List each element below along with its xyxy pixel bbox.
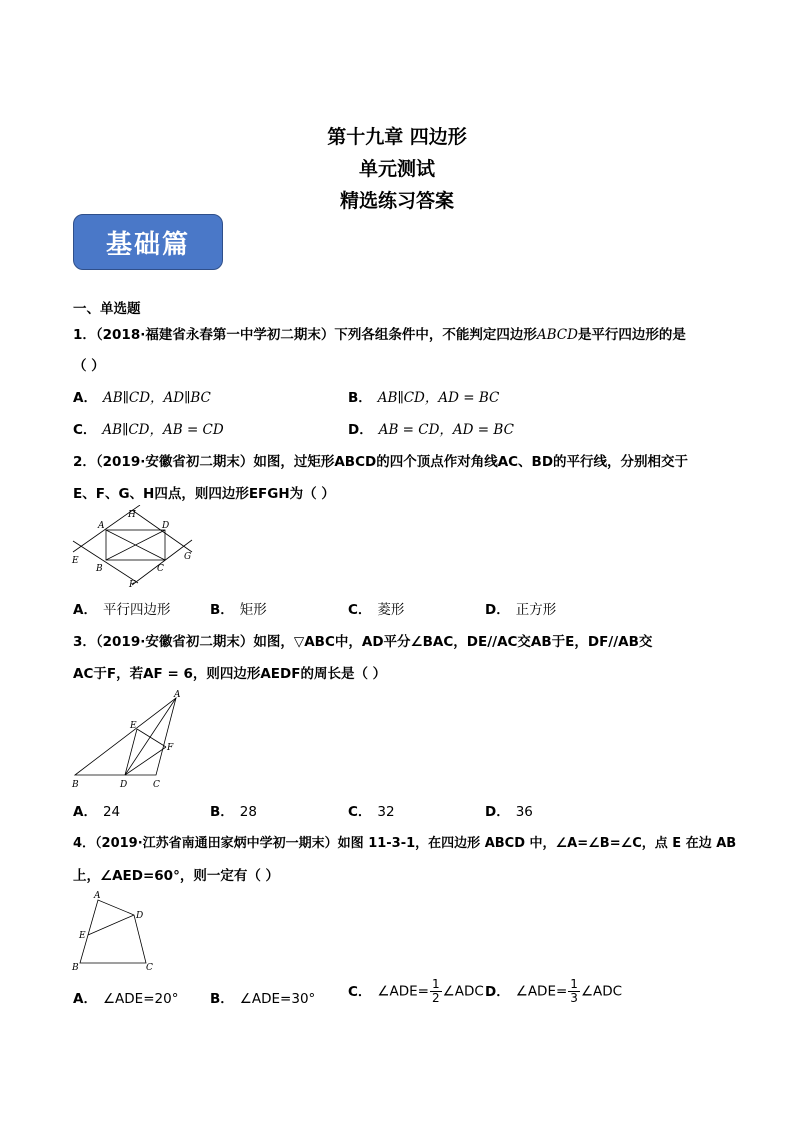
q1-option-b[interactable]: B． AB∥CD，AD = BC xyxy=(348,390,500,406)
q3-stem-line1: 3．（2019·安徽省初二期末）如图，▽ABC中，AD平分∠BAC，DE//AC交AB于E，DF//AB交 xyxy=(73,634,653,650)
q3-label-d: D xyxy=(120,780,128,790)
q4-option-a[interactable]: A． ∠ADE=20° xyxy=(73,991,179,1007)
q4-label-e: E xyxy=(79,931,86,941)
q2-line-hg xyxy=(132,510,192,552)
q3-label-e: E xyxy=(130,721,137,731)
q3-label-a: A xyxy=(174,690,181,700)
q2-option-a[interactable]: A． 平行四边形 xyxy=(73,602,171,618)
q4-option-b[interactable]: B． ∠ADE=30° xyxy=(210,991,316,1007)
q2-label-c: C xyxy=(157,564,164,574)
q4-label-a: A xyxy=(94,891,101,901)
q3-segment-ef xyxy=(137,729,166,747)
q4-figure xyxy=(70,888,165,973)
q3-label-f: F xyxy=(167,743,174,753)
q2-option-d[interactable]: D． 正方形 xyxy=(485,602,557,618)
q2-label-g: G xyxy=(184,552,192,562)
q4-option-d[interactable]: D． ∠ADE= $\frac{1}{3}$ ∠ADC xyxy=(485,977,623,1005)
q3-option-a[interactable]: A． 24 xyxy=(73,804,121,820)
q4-label-b: B xyxy=(72,963,79,973)
q3-option-c[interactable]: C． 32 xyxy=(348,804,395,820)
badge-label: 基础篇 xyxy=(105,229,190,260)
q4-option-c[interactable]: C． ∠ADE= $\frac{1}{2}$ ∠ADC xyxy=(348,977,484,1005)
q1-option-a[interactable]: A． AB∥CD，AD∥BC xyxy=(73,390,211,406)
q2-label-a: A xyxy=(98,521,105,531)
q4-stem-line1: 4．（2019·江苏省南通田家炳中学初一期末）如图 11-3-1，在四边形 ABCD 中，∠A=∠B=∠C，点 E 在边 AB xyxy=(73,836,737,851)
q1-stem-line2: （ ） xyxy=(73,358,105,374)
q4-segment-ed xyxy=(88,915,134,935)
q3-option-d[interactable]: D． 36 xyxy=(485,804,533,820)
q1-stem-line1: 1．（2018·福建省永春第一中学初二期末）下列各组条件中，不能判定四边形ABCD是平行四边形的是 xyxy=(73,327,686,343)
q2-label-h: H xyxy=(128,510,136,520)
section-badge xyxy=(73,214,223,270)
q2-option-b[interactable]: B． 矩形 xyxy=(210,602,267,618)
q4-quadrilateral-abcd xyxy=(80,900,146,963)
q3-label-c: C xyxy=(153,780,160,790)
unit-title: 单元测试 xyxy=(358,158,435,180)
q4-stem-line2: 上，∠AED=60°，则一定有（ ） xyxy=(73,868,280,884)
q4-option-d-fraction: $\frac{1}{3}$ xyxy=(570,977,578,1005)
q2-stem-line2: E、F、G、H四点，则四边形EFGH为（ ） xyxy=(73,486,335,502)
q3-triangle-abc xyxy=(75,698,176,775)
q2-figure xyxy=(70,505,200,590)
chapter-title: 第十九章 四边形 xyxy=(327,126,467,148)
q3-label-b: B xyxy=(72,780,79,790)
q2-line-ef xyxy=(73,541,138,583)
answer-title: 精选练习答案 xyxy=(339,190,454,212)
q1-option-d[interactable]: D． AB = CD，AD = BC xyxy=(348,422,514,438)
q4-label-c: C xyxy=(146,963,153,973)
q2-label-b: B xyxy=(96,564,103,574)
q4-option-c-fraction: $\frac{1}{2}$ xyxy=(432,977,440,1005)
q2-label-e: E xyxy=(72,556,79,566)
section-heading: 一、单选题 xyxy=(73,301,141,317)
q2-label-d: D xyxy=(162,521,170,531)
q1-option-c[interactable]: C． AB∥CD，AB = CD xyxy=(73,422,224,438)
q3-segment-ad xyxy=(125,698,176,775)
q4-label-d: D xyxy=(136,911,144,921)
q3-stem-line2: AC于F，若AF = 6，则四边形AEDF的周长是（ ） xyxy=(73,666,387,682)
q2-option-c[interactable]: C． 菱形 xyxy=(348,602,405,618)
q3-option-b[interactable]: B． 28 xyxy=(210,804,257,820)
q2-stem-line1: 2．（2019·安徽省初二期末）如图，过矩形ABCD的四个顶点作对角线AC、BD的平行线，分别相交于 xyxy=(73,454,689,470)
q2-line-fg xyxy=(132,540,192,585)
q3-figure xyxy=(70,688,185,790)
q2-label-f: F xyxy=(129,580,136,590)
